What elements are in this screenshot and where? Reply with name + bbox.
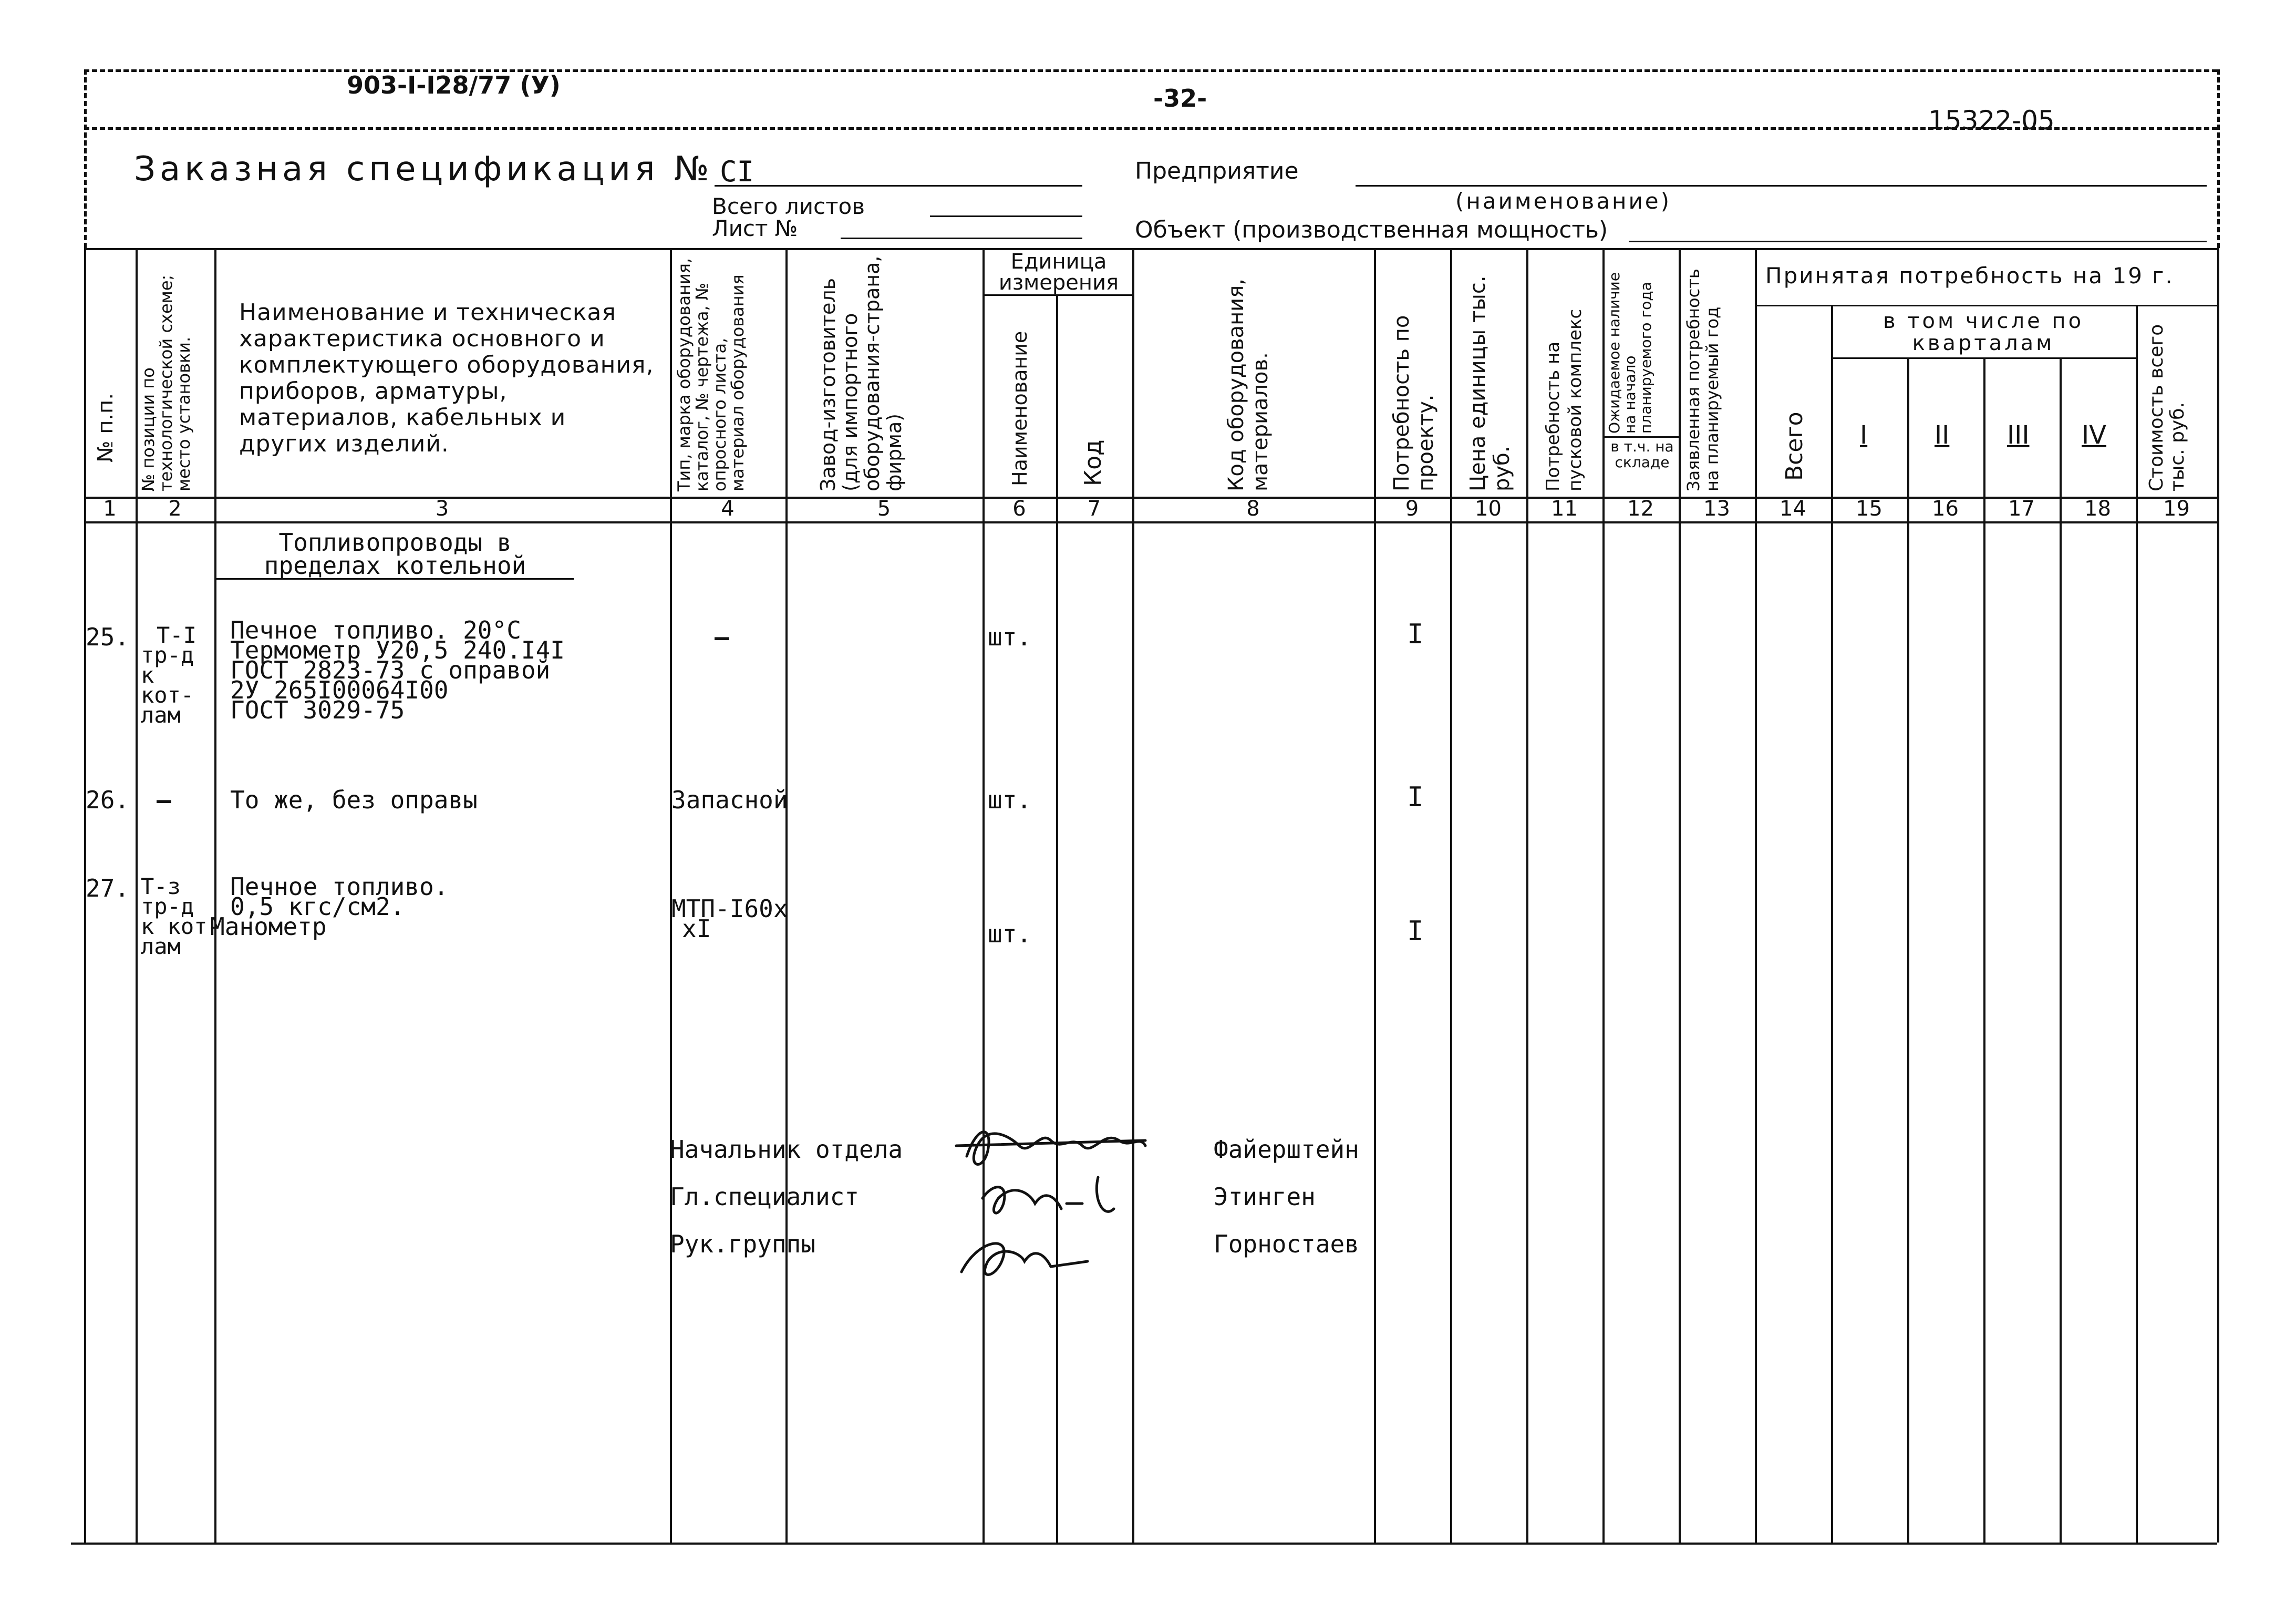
type-cell: – [715, 623, 729, 651]
col2-header: № позиции по технологической схеме; место установки. [138, 274, 194, 491]
frame-right [2217, 69, 2220, 248]
enterprise-label: Предприятие [1135, 158, 1299, 184]
colnum-6: 6 [1012, 497, 1026, 521]
need-cell: I [1407, 619, 1424, 650]
row-number: 26. [86, 786, 130, 814]
unit-cell: шт. [988, 920, 1032, 948]
colnum-19: 19 [2163, 497, 2190, 521]
colnum-4: 4 [721, 497, 735, 521]
unit-group-header: Единица измерения [998, 250, 1119, 295]
col8-header: Код оборудования, материалов. [1224, 278, 1273, 491]
naming-hint: (наименование) [1455, 188, 1672, 214]
colnum-15: 15 [1856, 497, 1883, 521]
signature-name: Горностаев [1214, 1230, 1359, 1258]
description-cell: Печное топливо. 20°С Термометр У20,5 240.I4I ГОСТ 2823-73 с оправой 2У 265I00064I00 ГОСТ 3029-75 [230, 616, 565, 724]
signature-name: Этинген [1214, 1183, 1316, 1211]
signature-name: Файерштейн [1214, 1135, 1359, 1164]
colnum-17: 17 [2008, 497, 2035, 521]
type-cell: МТП-I60х хI [671, 895, 788, 943]
colnum-10: 10 [1475, 497, 1502, 521]
colnum-5: 5 [877, 497, 891, 521]
colnum-8: 8 [1246, 497, 1260, 521]
signature-role: Гл.специалист [670, 1183, 860, 1211]
table-top [84, 248, 2217, 250]
doc-code: 903-I-I28/77 (У) [347, 71, 561, 99]
col15-header: I [1860, 420, 1868, 450]
col16-header: II [1935, 420, 1950, 450]
col7-header: Код [1080, 439, 1106, 486]
need-cell: I [1407, 916, 1424, 947]
colnum-18: 18 [2084, 497, 2111, 521]
handwritten-signatures [946, 1114, 1219, 1303]
table-bottom [71, 1543, 2217, 1545]
col1-header: № п.п. [94, 393, 118, 462]
col6-header: Наименование [1008, 331, 1031, 486]
position-cell: Т-I тр-д к кот- лам [141, 622, 196, 728]
signature-role: Рук.группы [670, 1230, 815, 1258]
description-cell: Печное топливо. 0,5 кгс/см2. Манометр [210, 872, 449, 941]
type-cell: Запасной [671, 786, 788, 814]
unit-cell: шт. [988, 786, 1032, 814]
colnum-16: 16 [1932, 497, 1959, 521]
col11-header: Потребность на пусковой комплекс [1543, 309, 1586, 491]
accepted-group-header: Принятая потребность на 19 г. [1765, 263, 2174, 289]
col5-header: Завод-изготовитель (для импортного оборудования-страна, фирма) [816, 255, 906, 491]
colnum-12: 12 [1627, 497, 1654, 521]
position-cell: – [157, 786, 171, 814]
spec-title: Заказная спецификация № [134, 150, 713, 189]
col17-header: III [2007, 420, 2030, 450]
frame-left [84, 69, 87, 248]
col18-header: IV [2082, 420, 2106, 450]
col12a-header: Ожидаемое наличие на начало планируемого года [1606, 272, 1654, 434]
unit-cell: шт. [988, 623, 1032, 651]
object-label: Объект (производственная мощность) [1135, 217, 1608, 243]
signature-role: Начальник отдела [670, 1135, 903, 1164]
need-cell: I [1407, 782, 1424, 813]
description-cell: То же, без оправы [230, 786, 478, 814]
spec-number: СI [720, 155, 754, 188]
col3-header: Наименование и техническая характеристика основного и комплектующего оборудования, приборов, арматуры, материалов, кабельных и других изделий. [239, 299, 654, 457]
col9-header: Потребность по проекту. [1390, 315, 1438, 491]
colnum-7: 7 [1087, 497, 1101, 521]
total-sheets-label: Всего листов [712, 193, 865, 219]
frame-header-divider [84, 127, 2217, 130]
page-number: -32- [1153, 84, 1207, 112]
col19-header: Стоимость всего тыс. руб. [2146, 324, 2188, 491]
numbers-bottom [84, 521, 2217, 523]
row-number: 25. [86, 623, 130, 651]
col4-header: Тип, марка оборудования, каталог, № чертежа, № опросного листа, материал оборудования [674, 258, 748, 491]
colnum-1: 1 [103, 497, 117, 521]
row-number: 27. [86, 874, 130, 902]
section-title: Топливопроводы в пределах котельной [264, 528, 526, 580]
col10-header: Цена единицы тыс. руб. [1466, 275, 1514, 491]
col12b-header: в т.ч. на складе [1610, 438, 1674, 471]
colnum-11: 11 [1551, 497, 1578, 521]
col13-header: Заявленная потребность на планируемый год [1683, 269, 1722, 491]
colnum-2: 2 [168, 497, 182, 521]
colnum-9: 9 [1405, 497, 1419, 521]
colnum-13: 13 [1703, 497, 1730, 521]
sheet-label: Лист № [712, 215, 798, 241]
colnum-14: 14 [1780, 497, 1806, 521]
position-cell: Т-з тр-д к кот- лам [141, 873, 221, 959]
quarters-group-header: в том числе по кварталам [1883, 309, 2084, 355]
archive-number: 15322-05 [1928, 105, 2055, 136]
colnum-3: 3 [435, 497, 449, 521]
col14-header: Всего [1781, 412, 1808, 481]
